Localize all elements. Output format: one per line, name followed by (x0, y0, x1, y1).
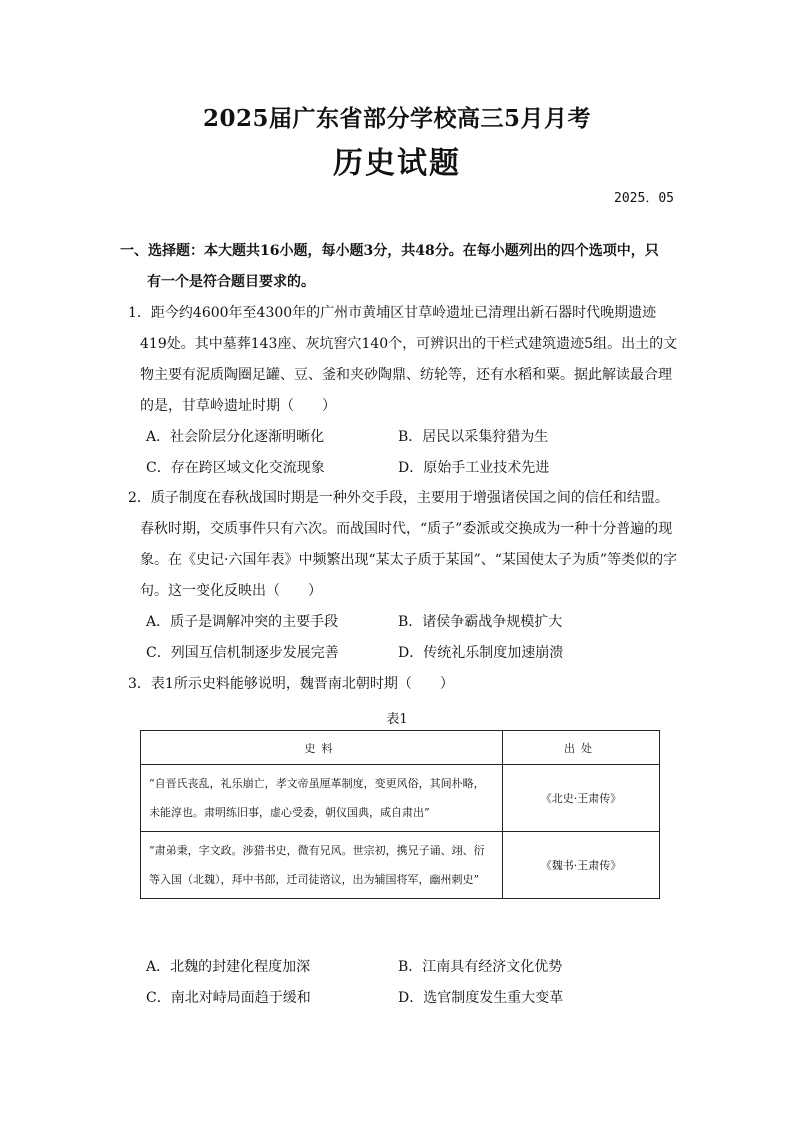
question-1-options (128, 422, 680, 484)
question-1 (128, 298, 680, 484)
question-3-option-c[interactable]: C．南北对峙局面趋于缓和 (146, 990, 311, 1006)
question-3 (128, 669, 680, 700)
question-2-option-d[interactable]: D．传统礼乐制度加速崩溃 (398, 645, 564, 661)
question-3-option-b[interactable]: B．江南具有经济文化优势 (398, 959, 563, 975)
question-3-option-d[interactable]: D．选官制度发生重大变革 (398, 990, 564, 1006)
table-cell-origin: 《北史·王肃传》 (503, 765, 660, 832)
table-header-row (141, 731, 660, 765)
question-2 (128, 483, 680, 669)
table-cell-source: “自晋氏丧乱，礼乐崩亡，孝文帝虽厘革制度，变更风俗，其间朴略，未能淳也。肃明练旧事，虚心受委，朝仪国典，咸自肃出” (141, 765, 503, 832)
exam-date: 2025．05 (614, 191, 674, 206)
section-heading (120, 236, 680, 298)
question-3-options-wrap (128, 952, 680, 1014)
table-row (141, 765, 660, 832)
source-table (140, 730, 660, 899)
question-2-stem: 2．质子制度在春秋战国时期是一种外交手段，主要用于增强诸侯国之间的信任和结盟。春秋时期，交质事件只有六次。而战国时代，“质子”委派或交换成为一种十分普遍的现象。在《史记·六国年表》中频繁出现“某太子质于某国”、“某国使太子为质”等类似的字句。这一变化反映出（ ） (128, 490, 678, 599)
question-2-options (128, 607, 680, 669)
section-heading-line2: 有一个是符合题目要求的。 (147, 274, 315, 290)
question-1-option-c[interactable]: C．存在跨区域文化交流现象 (146, 460, 325, 476)
table-cell-origin: 《魏书·王肃传》 (503, 832, 660, 899)
exam-title: 2025届广东省部分学校高三5月月考 (202, 105, 592, 132)
question-3-stem: 3．表1所示史料能够说明，魏晋南北朝时期（ ） (128, 676, 454, 692)
question-1-option-a[interactable]: A．社会阶层分化逐渐明晰化 (146, 429, 325, 445)
section-heading-line1: 一、选择题：本大题共16小题，每小题3分，共48分。在每小题列出的四个选项中，只 (120, 243, 659, 259)
table-header-source: 史料 (141, 731, 503, 765)
question-2-option-a[interactable]: A．质子是调解冲突的主要手段 (146, 614, 339, 630)
exam-subtitle: 历史试题 (333, 146, 461, 181)
question-3-option-a[interactable]: A．北魏的封建化程度加深 (146, 959, 311, 975)
question-2-option-b[interactable]: B．诸侯争霸战争规模扩大 (398, 614, 563, 630)
table-row (141, 832, 660, 899)
question-1-option-b[interactable]: B．居民以采集狩猎为生 (398, 429, 549, 445)
table-caption: 表1 (386, 712, 408, 727)
question-2-option-c[interactable]: C．列国互信机制逐步发展完善 (146, 645, 339, 661)
question-3-options (128, 952, 680, 1014)
table-cell-source: “肃弟秉，字文政。涉猎书史，微有兄风。世宗初，携兄子诵、翊、衍等入国（北魏），拜中书郎，迁司徒谘议，出为辅国将军，幽州刺史” (141, 832, 503, 899)
table-header-origin: 出处 (503, 731, 660, 765)
question-1-stem: 1．距今约4600年至4300年的广州市黄埔区甘草岭遗址已清理出新石器时代晚期遗迹419处。其中墓葬143座、灰坑窖穴140个，可辨识出的干栏式建筑遗迹5组。出土的文物主要有泥质陶圈足罐、豆、釜和夹砂陶鼎、纺轮等，还有水稻和粟。据此解读最合理的是，甘草岭遗址时期（ ） (128, 305, 678, 414)
question-1-option-d[interactable]: D．原始手工业技术先进 (398, 460, 550, 476)
